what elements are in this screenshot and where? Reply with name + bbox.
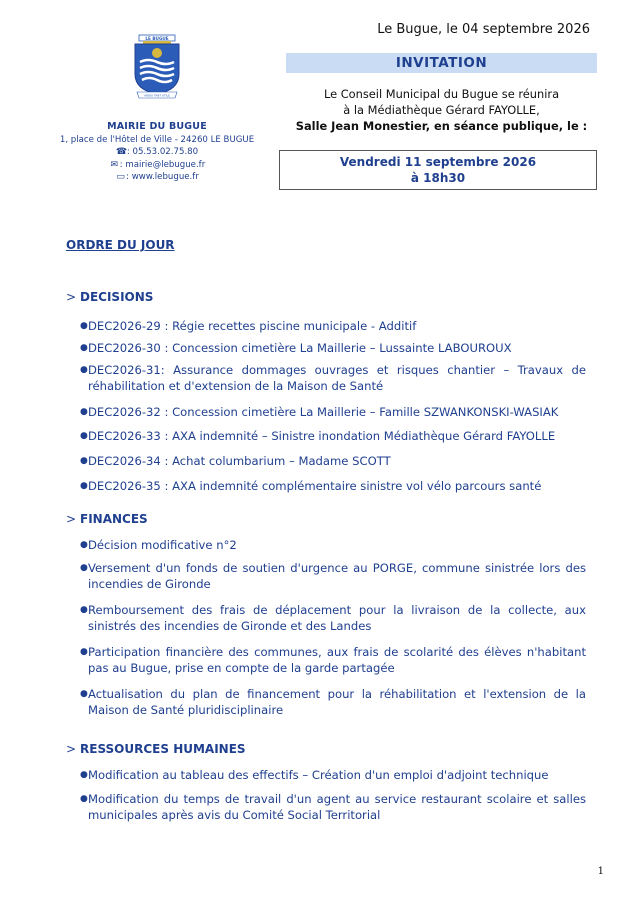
mairie-name: MAIRIE DU BUGUE: [107, 121, 207, 132]
item-text: Modification du temps de travail d'un agent au service restaurant scolaire et salles municipales après avis du Comité Social Territorial: [88, 792, 586, 822]
list-item: [80, 767, 586, 783]
town-crest-logo: [131, 34, 183, 100]
item-text: DEC2026-34 : Achat columbarium – Madame SCOTT: [88, 454, 391, 468]
item-text: DEC2026-33 : AXA indemnité – Sinistre inondation Médiathèque Gérard FAYOLLE: [88, 429, 556, 443]
bullet-icon: ●: [80, 647, 88, 657]
list-item: [80, 404, 586, 420]
mairie-website: : www.lebugue.fr: [126, 172, 199, 182]
mairie-phone: : 05.53.02.75.80: [126, 147, 199, 157]
intro-line-2: à la Médiathèque Gérard FAYOLLE,: [343, 103, 540, 117]
crest-motto-text: ARDUI TANT UTILE: [144, 93, 170, 98]
bullet-icon: ●: [80, 689, 88, 699]
arrow-icon: >: [66, 512, 77, 526]
meeting-datetime-box: [279, 150, 597, 190]
item-text: DEC2026-29 : Régie recettes piscine municipale - Additif: [88, 319, 417, 333]
mairie-phone-line: [40, 146, 274, 159]
mairie-contact-block: [40, 121, 274, 184]
item-text: Décision modificative n°2: [88, 538, 237, 552]
section-finances: [66, 512, 148, 526]
arrow-icon: >: [66, 290, 77, 304]
item-text: Actualisation du plan de financement pour la réhabilitation et l'extension de la Maison de Santé pluridisciplinaire: [88, 687, 586, 717]
bullet-icon: ●: [80, 605, 88, 615]
list-item: [80, 602, 586, 634]
mairie-website-line: [40, 171, 274, 184]
list-item: [80, 537, 586, 553]
section-ressources-humaines: [66, 742, 246, 756]
section-title: RESSOURCES HUMAINES: [80, 742, 246, 756]
bullet-icon: ●: [80, 431, 88, 441]
item-text: Remboursement des frais de déplacement pour la livraison de la collecte, aux sinistrés des incendies de Gironde et des Landes: [88, 603, 586, 633]
phone-icon: ☎: [115, 147, 128, 157]
list-item: [80, 318, 586, 334]
intro-line-3: Salle Jean Monestier, en séance publique, le :: [295, 119, 588, 133]
bullet-icon: ●: [80, 321, 88, 331]
item-text: DEC2026-31: Assurance dommages ouvrages et risques chantier – Travaux de réhabilitation et d'extension de la Maison de Santé: [88, 363, 586, 393]
meeting-time: à 18h30: [410, 171, 466, 185]
list-item: [80, 453, 586, 469]
invitation-intro: [286, 86, 597, 134]
item-text: Participation financière des communes, aux frais de scolarité des élèves n'habitant pas au Bugue, prise en compte de la garde partagée: [88, 645, 586, 675]
item-text: Versement d'un fonds de soutien d'urgence au PORGE, commune sinistrée lors des incendies de Gironde: [88, 561, 586, 591]
item-text: DEC2026-32 : Concession cimetière La Maillerie – Famille SZWANKONSKI-WASIAK: [88, 405, 559, 419]
agenda-title: ORDRE DU JOUR: [66, 238, 175, 252]
bullet-icon: ●: [80, 456, 88, 466]
bullet-icon: ●: [80, 343, 88, 353]
arrow-icon: >: [66, 742, 77, 756]
bullet-icon: ●: [80, 770, 88, 780]
bullet-icon: ●: [80, 481, 88, 491]
meeting-date: Vendredi 11 septembre 2026: [339, 155, 537, 169]
item-text: DEC2026-35 : AXA indemnité complémentaire sinistre vol vélo parcours santé: [88, 479, 542, 493]
bullet-icon: ●: [80, 407, 88, 417]
bullet-icon: ●: [80, 563, 88, 573]
computer-icon: ▭: [116, 172, 125, 182]
list-item: [80, 686, 586, 718]
mairie-address: 1, place de l'Hôtel de Ville - 24260 LE BUGUE: [59, 134, 255, 145]
bullet-icon: ●: [80, 540, 88, 550]
list-item: [80, 478, 586, 494]
bullet-icon: ●: [80, 794, 88, 804]
item-text: Modification au tableau des effectifs – Création d'un emploi d'adjoint technique: [88, 768, 549, 782]
list-item: [80, 428, 586, 444]
bullet-icon: ●: [80, 365, 88, 375]
invitation-title: INVITATION: [395, 55, 488, 71]
place-date: Le Bugue, le 04 septembre 2026: [377, 22, 590, 37]
section-title: FINANCES: [80, 512, 148, 526]
section-title: DECISIONS: [80, 290, 154, 304]
page-number: 1: [597, 866, 604, 877]
section-decisions: [66, 290, 153, 304]
crest-banner-text: LE BUGUE: [145, 36, 169, 41]
envelope-icon: ✉: [110, 159, 118, 170]
list-item: [80, 362, 586, 394]
mairie-email: : mairie@lebugue.fr: [119, 159, 206, 170]
list-item: [80, 644, 586, 676]
list-item: [80, 791, 586, 823]
item-text: DEC2026-30 : Concession cimetière La Maillerie – Lussainte LABOUROUX: [88, 341, 512, 355]
mairie-email-line: [40, 159, 274, 172]
list-item: [80, 560, 586, 592]
list-item: [80, 340, 586, 356]
intro-line-1: Le Conseil Municipal du Bugue se réunira: [323, 87, 560, 101]
